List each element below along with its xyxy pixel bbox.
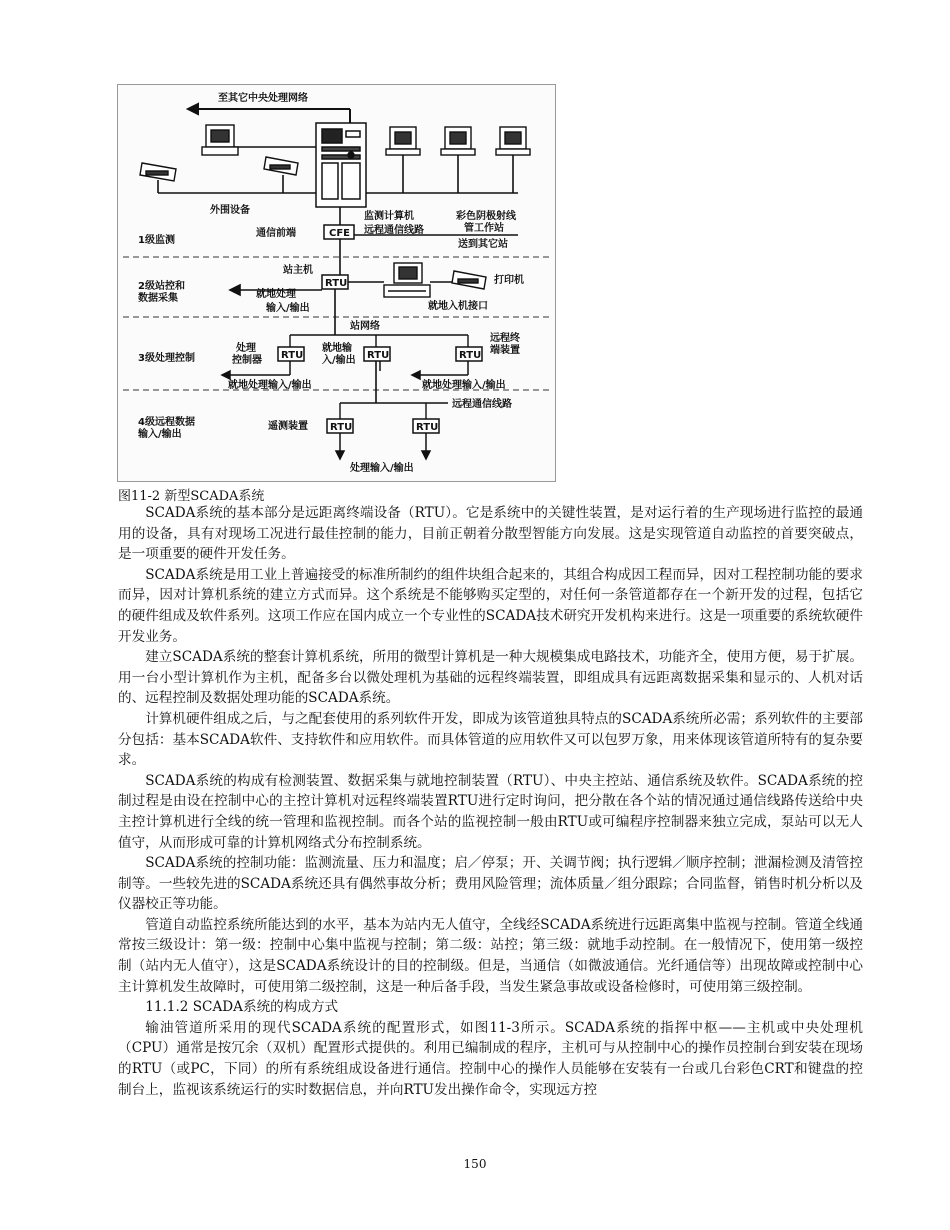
section-heading: 11.1.2 SCADA系统的构成方式	[145, 999, 339, 1016]
label-rtu-level4-left: RTU	[330, 422, 353, 433]
label-master-station: 站主机	[283, 265, 313, 276]
label-local-interface: 就地入机接口	[428, 301, 488, 312]
label-printer: 打印机	[494, 275, 524, 286]
terminal-icons	[386, 127, 530, 155]
label-proc-controller-1: 处理	[236, 343, 256, 354]
label-local-proc-2: 输入/输出	[266, 303, 310, 314]
label-monitor-computer: 监测计算机	[364, 211, 414, 222]
local-console-icon	[384, 263, 430, 297]
label-remote-terminal-2: 端装置	[490, 345, 520, 356]
paragraph: SCADA系统的控制功能：监测流量、压力和温度；启／停泵；开、关调节阀；执行逻辑／顺序控制；泄漏检测及清管控制等。一些较先进的SCADA系统还具有偶然事故分析；费用风险管理；流体质量／组分跟踪；合同监督，销售时机分析以及仪器校正等功能。	[118, 855, 863, 913]
scada-diagram	[117, 84, 556, 482]
label-local-proc-1: 就地处理	[256, 289, 296, 300]
label-telemetry: 遥测装置	[268, 421, 308, 432]
label-top-network: 至其它中央处理网络	[218, 93, 308, 104]
label-level1: 1级监测	[138, 235, 175, 246]
printer-icon-level2	[452, 271, 486, 289]
label-remote-terminal-1: 远程终	[490, 333, 520, 344]
label-color-crt-1: 彩色阴极射线	[456, 211, 516, 222]
label-local-io-1: 就地输	[322, 343, 352, 354]
label-level3: 3级处理控制	[138, 353, 195, 364]
label-proc-io-bottom: 处理输入/输出	[350, 463, 414, 474]
figure-caption: 图11-2 新型SCADA系统	[118, 489, 265, 504]
label-local-proc-io-left: 就地处理输入/输出	[228, 380, 312, 391]
body-text	[118, 503, 863, 1100]
bottom-io-arrows	[336, 433, 430, 459]
paragraph: 输油管道所采用的现代SCADA系统的配置形式，如图11-3所示。SCADA系统的指挥中枢——主机或中央处理机（CPU）通常是按冗余（双机）配置形式提供的。利用已编制成的程序，主机可与从控制中心的操作员控制台到安装在现场的RTU（或PC，下同）的所有系统组成设备进行通信。控制中心的操作人员能够在安装有一台或几台彩色CRT和键盘的控制台上，监视该系统运行的实时数据信息，并向RTU发出操作命令，实现远方控	[118, 1019, 863, 1098]
label-proc-controller-2: 控制器	[232, 355, 262, 366]
label-local-proc-io-right: 就地处理输入/输出	[422, 380, 506, 391]
operator-terminal-icon	[202, 125, 238, 155]
label-remote-comm-line-2: 远程通信线路	[452, 399, 512, 410]
label-rtu-level4-right: RTU	[416, 422, 439, 433]
label-master-rtu: RTU	[325, 278, 348, 289]
monitor-computer-cabinet	[316, 123, 366, 207]
label-level2-line2: 数据采集	[138, 293, 178, 304]
page-number: 150	[463, 1157, 487, 1171]
label-rtu-mid: RTU	[367, 350, 390, 361]
label-station-network: 站网络	[350, 321, 380, 332]
label-rtu-left: RTU	[281, 350, 304, 361]
label-color-crt-2: 管工作站	[464, 223, 504, 234]
scada-diagram-svg	[118, 85, 555, 481]
label-to-other-station: 送到其它站	[458, 239, 508, 250]
paragraph: 建立SCADA系统的整套计算机系统，所用的微型计算机是一种大规模集成电路技术，功能齐全，使用方便，易于扩展。用一台小型计算机作为主机，配备多台以微处理机为基础的远程终端装置，即组成具有远距离数据采集和显示的、人机对话的、远程控制及数据处理功能的SCADA系统。	[118, 649, 863, 707]
label-level4-1: 4级远程数据	[138, 417, 195, 428]
paragraph: 计算机硬件组成之后，与之配套使用的系列软件开发，即成为该管道独具特点的SCADA系统所必需；系列软件的主要部分包括：基本SCADA软件、支持软件和应用软件。而具体管道的应用软件又可以包罗万象，用来体现该管道所特有的复杂要求。	[118, 710, 863, 769]
label-rtu-right: RTU	[459, 350, 482, 361]
paragraph: SCADA系统的基本部分是远距离终端设备（RTU）。它是系统中的关键性装置，是对运行着的生产现场进行监控的最通用的设备，具有对现场工况进行最佳控制的能力，目前正朝着分散型智能方向发展。这是实现管道自动监控的首要突破点，是一项重要的硬件开发任务。	[118, 505, 863, 563]
printer-icons	[140, 157, 298, 181]
label-peripherals: 外围设备	[210, 205, 250, 216]
label-level4-2: 输入/输出	[138, 429, 182, 440]
paragraph: 管道自动监控系统所能达到的水平，基本为站内无人值守，全线经SCADA系统进行远距离集中监视与控制。管道全线通常按三级设计：第一级：控制中心集中监视与控制；第二级：站控；第三级：就地手动控制。在一般情况下，使用第一级控制（站内无人值守），这是SCADA系统设计的目的控制级。但是，当通信（如微波通信。光纤通信等）出现故障或控制中心主计算机发生故障时，可使用第二级控制，这是一种后备手段，当发生紧急事故或设备检修时，可使用第三级控制。	[118, 916, 863, 995]
label-level2-line1: 2级站控和	[138, 281, 185, 292]
top-network-arrow	[188, 104, 350, 123]
paragraph: SCADA系统的构成有检测装置、数据采集与就地控制装置（RTU）、中央主控站、通信系统及软件。SCADA系统的控制过程是由设在控制中心的主控计算机对远程终端装置RTU进行定时询问，把分散在各个站的情况通过通信线路传送给中央主控计算机进行全线的统一管理和监视控制。而各个站的监视控制一般由RTU或可编程序控制器来独立完成，泵站可以无人值守，从而形成可靠的计算机网络式分布控制系统。	[118, 772, 863, 851]
label-comm-frontend: 通信前端	[256, 228, 296, 239]
label-remote-comm-line: 远程通信线路	[364, 225, 424, 236]
paragraph: SCADA系统是用工业上普遍接受的标准所制约的组件块组合起来的，其组合构成因工程而异，因对工程控制功能的要求而异，因对计算机系统的建立方式而异。这个系统是不能够购买定型的，对任何一条管道都存在一个新开发的过程，包括它的硬件组成及软件系列。这项工作应在国内成立一个专业性的SCADA技术研究开发机构来进行。这是一项重要的系统软硬件开发业务。	[118, 566, 863, 645]
label-cfe: CFE	[329, 228, 351, 239]
label-local-io-2: 入/输出	[322, 355, 356, 366]
